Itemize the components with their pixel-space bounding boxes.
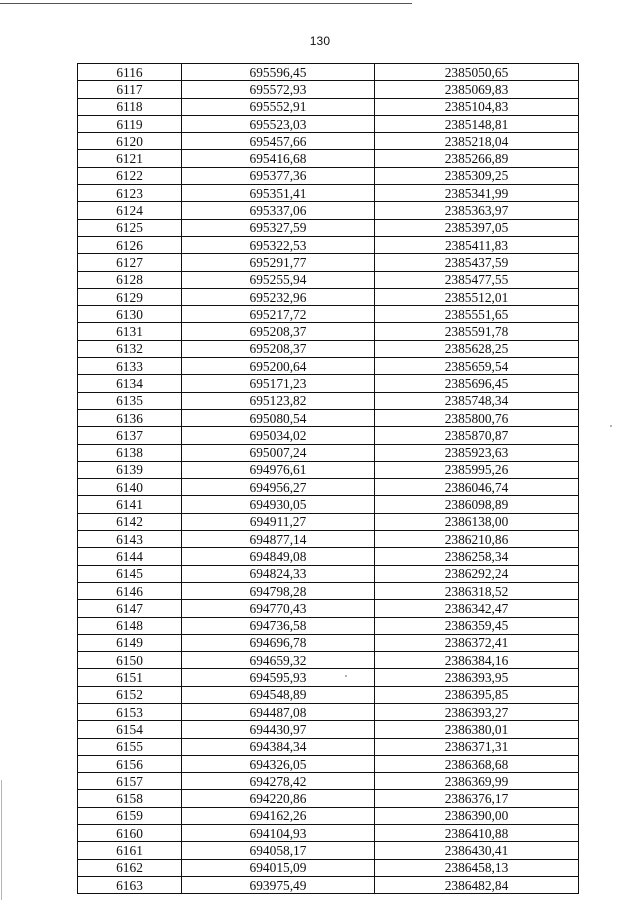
- table-row: [78, 652, 579, 669]
- y-coordinate-cell: 2386410,88: [375, 825, 579, 842]
- table-row: [78, 392, 579, 409]
- y-coordinate-cell: 2386258,34: [375, 548, 579, 565]
- table-row: [78, 773, 579, 790]
- y-coordinate-cell: 2386371,31: [375, 738, 579, 755]
- table-row: [78, 427, 579, 444]
- x-coordinate-cell: 694930,05: [182, 496, 375, 513]
- table-row: [78, 409, 579, 426]
- y-coordinate-cell: 2386430,41: [375, 842, 579, 859]
- point-number-cell: 6144: [78, 548, 182, 565]
- y-coordinate-cell: 2386369,99: [375, 773, 579, 790]
- y-coordinate-cell: 2385218,04: [375, 133, 579, 150]
- coordinates-table-body: [78, 64, 579, 894]
- y-coordinate-cell: 2385477,55: [375, 271, 579, 288]
- table-row: [78, 479, 579, 496]
- x-coordinate-cell: 694976,61: [182, 461, 375, 478]
- coordinates-table: [77, 63, 579, 894]
- table-row: [78, 236, 579, 253]
- y-coordinate-cell: 2385696,45: [375, 375, 579, 392]
- y-coordinate-cell: 2386359,45: [375, 617, 579, 634]
- x-coordinate-cell: 695171,23: [182, 375, 375, 392]
- y-coordinate-cell: 2385397,05: [375, 219, 579, 236]
- table-row: [78, 842, 579, 859]
- x-coordinate-cell: 695552,91: [182, 98, 375, 115]
- x-coordinate-cell: 694162,26: [182, 807, 375, 824]
- point-number-cell: 6141: [78, 496, 182, 513]
- y-coordinate-cell: 2385512,01: [375, 288, 579, 305]
- y-coordinate-cell: 2385591,78: [375, 323, 579, 340]
- x-coordinate-cell: 695007,24: [182, 444, 375, 461]
- x-coordinate-cell: 695457,66: [182, 133, 375, 150]
- y-coordinate-cell: 2386458,13: [375, 859, 579, 876]
- y-coordinate-cell: 2385995,26: [375, 461, 579, 478]
- table-row: [78, 375, 579, 392]
- point-number-cell: 6133: [78, 358, 182, 375]
- x-coordinate-cell: 694015,09: [182, 859, 375, 876]
- x-coordinate-cell: 694798,28: [182, 582, 375, 599]
- x-coordinate-cell: 694736,58: [182, 617, 375, 634]
- table-row: [78, 167, 579, 184]
- table-row: [78, 548, 579, 565]
- table-row: [78, 790, 579, 807]
- point-number-cell: 6149: [78, 634, 182, 651]
- table-row: [78, 634, 579, 651]
- point-number-cell: 6130: [78, 306, 182, 323]
- y-coordinate-cell: 2386393,27: [375, 703, 579, 720]
- x-coordinate-cell: 694956,27: [182, 479, 375, 496]
- x-coordinate-cell: 694877,14: [182, 531, 375, 548]
- point-number-cell: 6146: [78, 582, 182, 599]
- point-number-cell: 6151: [78, 669, 182, 686]
- y-coordinate-cell: 2385363,97: [375, 202, 579, 219]
- y-coordinate-cell: 2386098,89: [375, 496, 579, 513]
- point-number-cell: 6160: [78, 825, 182, 842]
- table-row: [78, 807, 579, 824]
- x-coordinate-cell: 694384,34: [182, 738, 375, 755]
- y-coordinate-cell: 2385050,65: [375, 64, 579, 81]
- table-row: [78, 513, 579, 530]
- x-coordinate-cell: 695232,96: [182, 288, 375, 305]
- point-number-cell: 6139: [78, 461, 182, 478]
- y-coordinate-cell: 2385069,83: [375, 81, 579, 98]
- y-coordinate-cell: 2386292,24: [375, 565, 579, 582]
- table-row: [78, 496, 579, 513]
- y-coordinate-cell: 2386046,74: [375, 479, 579, 496]
- table-row: [78, 444, 579, 461]
- point-number-cell: 6147: [78, 600, 182, 617]
- table-row: [78, 288, 579, 305]
- x-coordinate-cell: 694104,93: [182, 825, 375, 842]
- x-coordinate-cell: 695322,53: [182, 236, 375, 253]
- x-coordinate-cell: 695080,54: [182, 409, 375, 426]
- table-row: [78, 738, 579, 755]
- table-row: [78, 876, 579, 893]
- point-number-cell: 6138: [78, 444, 182, 461]
- point-number-cell: 6123: [78, 185, 182, 202]
- point-number-cell: 6116: [78, 64, 182, 81]
- point-number-cell: 6162: [78, 859, 182, 876]
- table-row: [78, 185, 579, 202]
- table-row: [78, 825, 579, 842]
- y-coordinate-cell: 2386393,95: [375, 669, 579, 686]
- x-coordinate-cell: 695255,94: [182, 271, 375, 288]
- point-number-cell: 6142: [78, 513, 182, 530]
- table-row: [78, 461, 579, 478]
- table-row: [78, 531, 579, 548]
- y-coordinate-cell: 2386342,47: [375, 600, 579, 617]
- y-coordinate-cell: 2385437,59: [375, 254, 579, 271]
- table-row: [78, 358, 579, 375]
- point-number-cell: 6163: [78, 876, 182, 893]
- point-number-cell: 6131: [78, 323, 182, 340]
- x-coordinate-cell: 695123,82: [182, 392, 375, 409]
- table-row: [78, 600, 579, 617]
- point-number-cell: 6121: [78, 150, 182, 167]
- x-coordinate-cell: 694824,33: [182, 565, 375, 582]
- y-coordinate-cell: 2385628,25: [375, 340, 579, 357]
- table-row: [78, 254, 579, 271]
- y-coordinate-cell: 2385309,25: [375, 167, 579, 184]
- x-coordinate-cell: 694696,78: [182, 634, 375, 651]
- point-number-cell: 6136: [78, 409, 182, 426]
- point-number-cell: 6126: [78, 236, 182, 253]
- table-row: [78, 98, 579, 115]
- x-coordinate-cell: 694849,08: [182, 548, 375, 565]
- point-number-cell: 6158: [78, 790, 182, 807]
- point-number-cell: 6152: [78, 686, 182, 703]
- point-number-cell: 6159: [78, 807, 182, 824]
- page-number: 130: [309, 34, 331, 48]
- point-number-cell: 6153: [78, 703, 182, 720]
- y-coordinate-cell: 2385870,87: [375, 427, 579, 444]
- table-row: [78, 617, 579, 634]
- point-number-cell: 6129: [78, 288, 182, 305]
- point-number-cell: 6137: [78, 427, 182, 444]
- x-coordinate-cell: 695596,45: [182, 64, 375, 81]
- point-number-cell: 6143: [78, 531, 182, 548]
- table-row: [78, 306, 579, 323]
- x-coordinate-cell: 695208,37: [182, 340, 375, 357]
- scan-speck: [610, 425, 612, 427]
- y-coordinate-cell: 2386380,01: [375, 721, 579, 738]
- table-row: [78, 219, 579, 236]
- y-coordinate-cell: 2386138,00: [375, 513, 579, 530]
- point-number-cell: 6140: [78, 479, 182, 496]
- scan-edge-line: [1, 780, 2, 900]
- y-coordinate-cell: 2385341,99: [375, 185, 579, 202]
- table-row: [78, 565, 579, 582]
- table-row: [78, 133, 579, 150]
- table-row: [78, 755, 579, 772]
- table-row: [78, 150, 579, 167]
- table-row: [78, 202, 579, 219]
- point-number-cell: 6145: [78, 565, 182, 582]
- table-row: [78, 703, 579, 720]
- table-row: [78, 582, 579, 599]
- table-row: [78, 686, 579, 703]
- x-coordinate-cell: 695572,93: [182, 81, 375, 98]
- point-number-cell: 6155: [78, 738, 182, 755]
- point-number-cell: 6117: [78, 81, 182, 98]
- point-number-cell: 6148: [78, 617, 182, 634]
- table-row: [78, 340, 579, 357]
- y-coordinate-cell: 2386368,68: [375, 755, 579, 772]
- x-coordinate-cell: 695327,59: [182, 219, 375, 236]
- table-row: [78, 64, 579, 81]
- top-rule: [0, 3, 412, 4]
- x-coordinate-cell: 694326,05: [182, 755, 375, 772]
- x-coordinate-cell: 695377,36: [182, 167, 375, 184]
- point-number-cell: 6150: [78, 652, 182, 669]
- table-row: [78, 323, 579, 340]
- x-coordinate-cell: 695034,02: [182, 427, 375, 444]
- y-coordinate-cell: 2386395,85: [375, 686, 579, 703]
- x-coordinate-cell: 694430,97: [182, 721, 375, 738]
- table-row: [78, 721, 579, 738]
- x-coordinate-cell: 694770,43: [182, 600, 375, 617]
- y-coordinate-cell: 2386390,00: [375, 807, 579, 824]
- point-number-cell: 6134: [78, 375, 182, 392]
- y-coordinate-cell: 2385923,63: [375, 444, 579, 461]
- table-row: [78, 669, 579, 686]
- y-coordinate-cell: 2385800,76: [375, 409, 579, 426]
- x-coordinate-cell: 695208,37: [182, 323, 375, 340]
- y-coordinate-cell: 2385411,83: [375, 236, 579, 253]
- point-number-cell: 6124: [78, 202, 182, 219]
- y-coordinate-cell: 2386372,41: [375, 634, 579, 651]
- y-coordinate-cell: 2385266,89: [375, 150, 579, 167]
- y-coordinate-cell: 2385659,54: [375, 358, 579, 375]
- x-coordinate-cell: 695416,68: [182, 150, 375, 167]
- table-row: [78, 859, 579, 876]
- x-coordinate-cell: 694058,17: [182, 842, 375, 859]
- x-coordinate-cell: 694595,93: [182, 669, 375, 686]
- point-number-cell: 6156: [78, 755, 182, 772]
- y-coordinate-cell: 2385148,81: [375, 115, 579, 132]
- x-coordinate-cell: 695523,03: [182, 115, 375, 132]
- x-coordinate-cell: 695291,77: [182, 254, 375, 271]
- point-number-cell: 6132: [78, 340, 182, 357]
- y-coordinate-cell: 2385748,34: [375, 392, 579, 409]
- x-coordinate-cell: 693975,49: [182, 876, 375, 893]
- y-coordinate-cell: 2385104,83: [375, 98, 579, 115]
- x-coordinate-cell: 694220,86: [182, 790, 375, 807]
- point-number-cell: 6118: [78, 98, 182, 115]
- scan-speck: [345, 675, 347, 677]
- y-coordinate-cell: 2386210,86: [375, 531, 579, 548]
- y-coordinate-cell: 2386384,16: [375, 652, 579, 669]
- x-coordinate-cell: 694487,08: [182, 703, 375, 720]
- point-number-cell: 6154: [78, 721, 182, 738]
- point-number-cell: 6125: [78, 219, 182, 236]
- x-coordinate-cell: 695337,06: [182, 202, 375, 219]
- x-coordinate-cell: 694548,89: [182, 686, 375, 703]
- point-number-cell: 6122: [78, 167, 182, 184]
- point-number-cell: 6127: [78, 254, 182, 271]
- table-row: [78, 271, 579, 288]
- table-row: [78, 81, 579, 98]
- x-coordinate-cell: 694911,27: [182, 513, 375, 530]
- point-number-cell: 6128: [78, 271, 182, 288]
- point-number-cell: 6120: [78, 133, 182, 150]
- x-coordinate-cell: 694278,42: [182, 773, 375, 790]
- x-coordinate-cell: 695200,64: [182, 358, 375, 375]
- table-row: [78, 115, 579, 132]
- y-coordinate-cell: 2385551,65: [375, 306, 579, 323]
- point-number-cell: 6161: [78, 842, 182, 859]
- y-coordinate-cell: 2386376,17: [375, 790, 579, 807]
- x-coordinate-cell: 694659,32: [182, 652, 375, 669]
- y-coordinate-cell: 2386318,52: [375, 582, 579, 599]
- point-number-cell: 6157: [78, 773, 182, 790]
- x-coordinate-cell: 695351,41: [182, 185, 375, 202]
- x-coordinate-cell: 695217,72: [182, 306, 375, 323]
- y-coordinate-cell: 2386482,84: [375, 876, 579, 893]
- point-number-cell: 6135: [78, 392, 182, 409]
- point-number-cell: 6119: [78, 115, 182, 132]
